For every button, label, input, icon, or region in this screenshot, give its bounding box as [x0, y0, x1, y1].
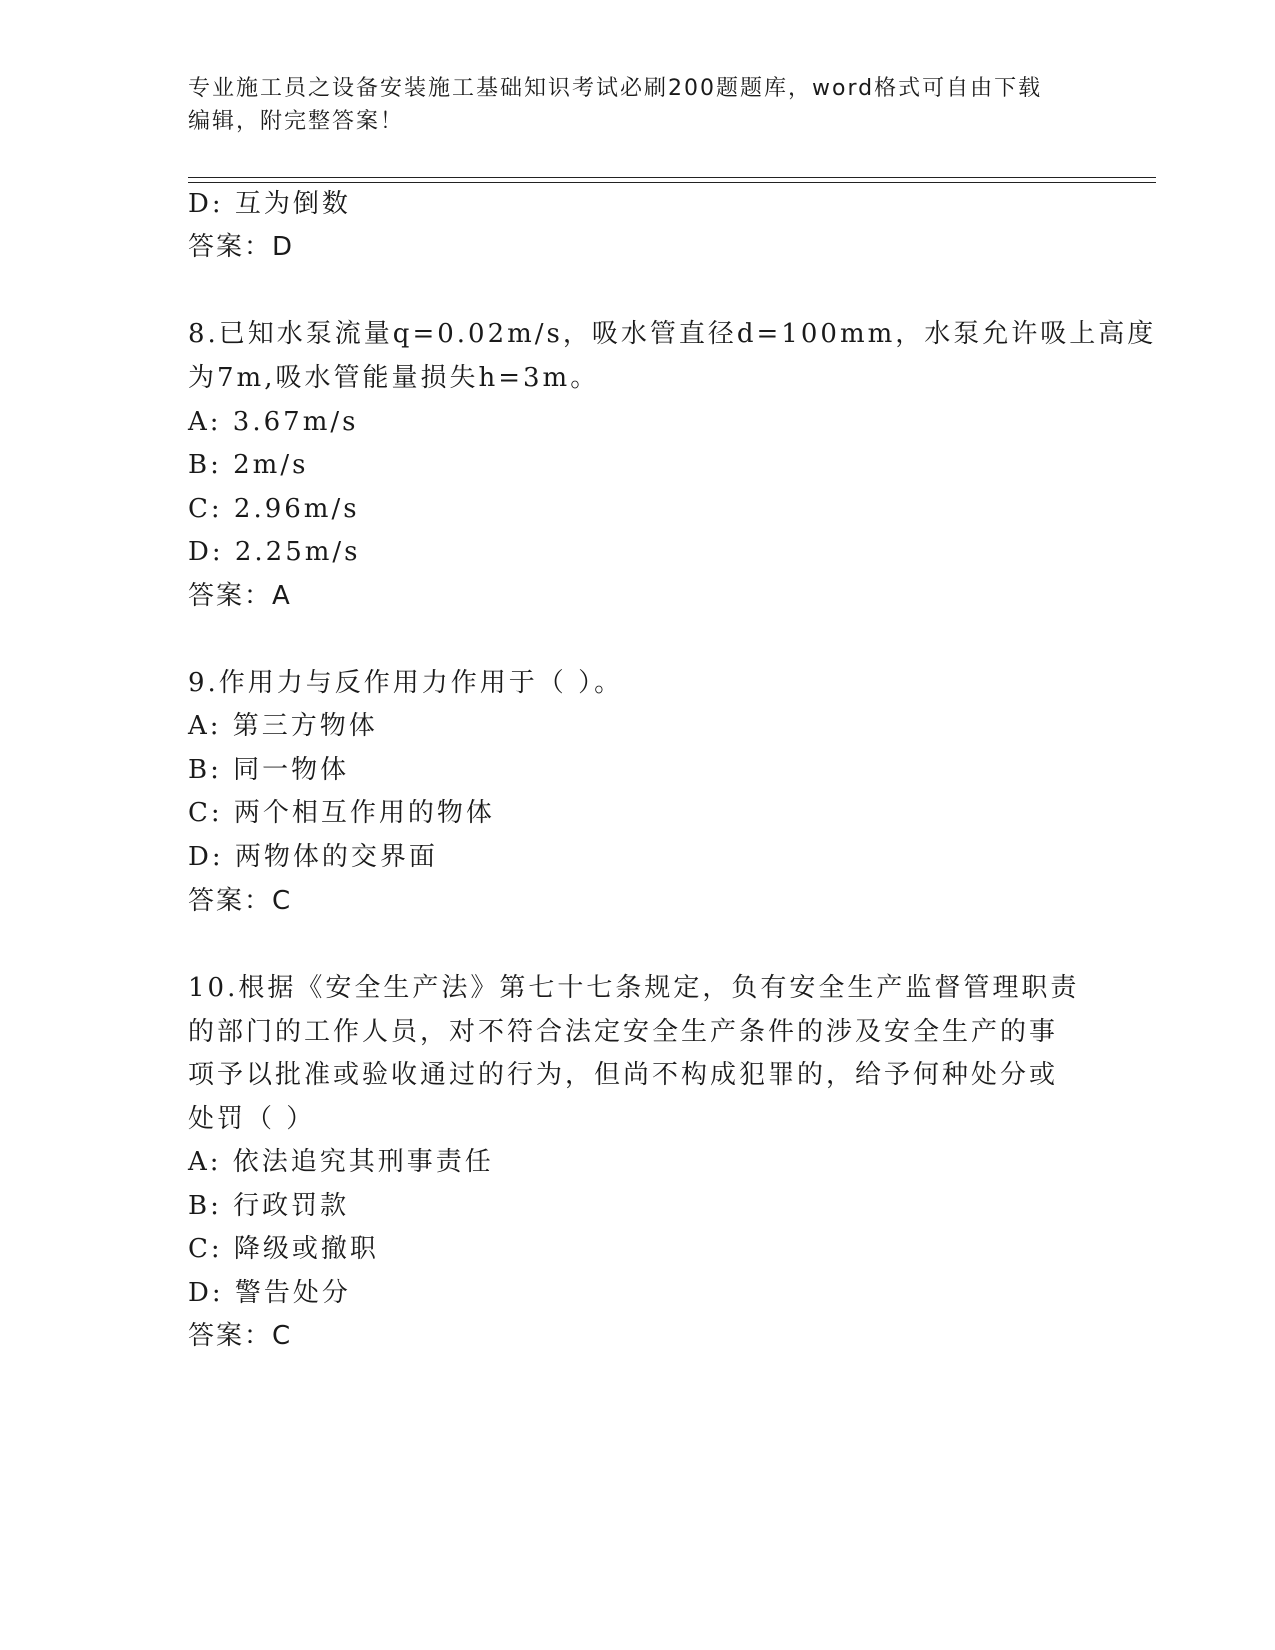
question-10-text-line-2: 的部门的工作人员，对不符合法定安全生产条件的涉及安全生产的事: [188, 1017, 1059, 1047]
question-10-option-a: A: 依法追究其刑事责任: [188, 1147, 494, 1177]
question-9-option-b: B: 同一物体: [188, 755, 350, 785]
header-divider-bottom: [188, 182, 1156, 183]
question-10-option-d: D: 警告处分: [188, 1278, 351, 1308]
question-8-answer: 答案：A: [188, 581, 292, 611]
question-10-answer: 答案：C: [188, 1321, 293, 1351]
question-10-option-b: B: 行政罚款: [188, 1191, 350, 1221]
question-9-option-d: D: 两物体的交界面: [188, 842, 438, 872]
prev-option-d: D: 互为倒数: [188, 189, 351, 219]
question-9-answer: 答案：C: [188, 886, 293, 916]
question-9-option-a: A: 第三方物体: [188, 711, 378, 741]
question-8-text-line-2: 为7m,吸水管能量损失h=3m。: [188, 363, 600, 393]
question-10-text-line-4: 处罚（ ）: [188, 1104, 316, 1134]
question-10-option-c: C: 降级或撤职: [188, 1234, 379, 1264]
question-10-text-line-1: 10.根据《安全生产法》第七十七条规定，负有安全生产监督管理职责: [188, 973, 1080, 1003]
question-8-text-line-1: 8.已知水泵流量q=0.02m/s，吸水管直径d=100mm，水泵允许吸上高度: [188, 319, 1157, 349]
question-8-option-d: D: 2.25m/s: [188, 537, 361, 567]
prev-answer: 答案：D: [188, 232, 295, 262]
header-divider-top: [188, 177, 1156, 178]
question-10-text-line-3: 项予以批准或验收通过的行为，但尚不构成犯罪的，给予何种处分或: [188, 1060, 1059, 1090]
header-title-line-1: 专业施工员之设备安装施工基础知识考试必刷200题题库，word格式可自由下载: [188, 76, 1043, 101]
header-title-line-2: 编辑，附完整答案！: [188, 109, 405, 134]
question-9-text-line-1: 9.作用力与反作用力作用于（ ）。: [188, 668, 624, 698]
question-8-option-b: B: 2m/s: [188, 450, 309, 480]
question-8-option-a: A: 3.67m/s: [188, 407, 359, 437]
question-9-option-c: C: 两个相互作用的物体: [188, 798, 495, 828]
question-8-option-c: C: 2.96m/s: [188, 494, 360, 524]
document-header: [188, 72, 1088, 138]
